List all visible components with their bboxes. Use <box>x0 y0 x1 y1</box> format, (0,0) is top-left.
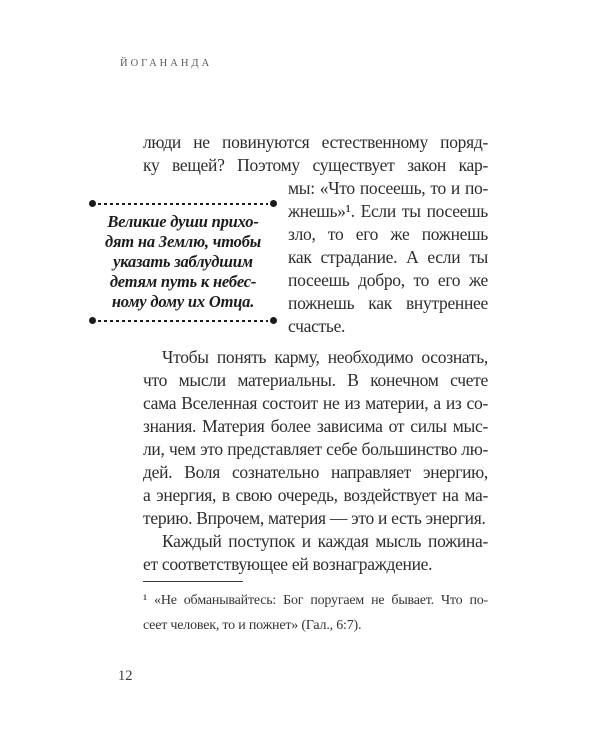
rule-dot-icon <box>89 200 96 207</box>
rule-dot-icon <box>270 317 277 324</box>
footnote-rule <box>143 581 243 582</box>
dashed-rule <box>98 320 268 322</box>
footnote <box>143 581 488 638</box>
rule-dot-icon <box>270 200 277 207</box>
rule-dot-icon <box>89 317 96 324</box>
pullquote-bottom-rule <box>89 317 277 324</box>
paragraph-2: Чтобы понять карму, необходимо осознать, что мысли материальны. В конечном счете сама Вселенная состоит не из материи, а из со- знания. Материя более зависима от силы мыс- ли, чем это представляет себе большинство лю- дей. Воля сознательно направляет энергию, а энергия, в свою очередь, воздействует на ма- терию. Впрочем, материя — это и есть энергия. <box>143 347 488 528</box>
paragraph-1-intro: люди не повинуются естественному поряд- ку вещей? Поэтому существует закон кар- <box>143 132 488 175</box>
pullquote-text: Великие души прихо- дят на Землю, чтобы указать заблудшим детям путь к небес- ному дому их Отца. <box>105 212 261 311</box>
paragraph-3: Каждый поступок и каждая мысль пожина- ет соответствующее ей вознаграждение. <box>143 531 488 574</box>
paragraph-1-continuation: мы: «Что посеешь, то и по- жнешь»¹. Если ты посеешь зло, то его же пожнешь как страдание. А если ты посеешь добро, то его же пожнешь как внутреннее счастье. <box>288 178 488 336</box>
text-column <box>105 131 488 576</box>
dashed-rule <box>98 203 268 205</box>
pullquote-top-rule <box>89 200 277 207</box>
pullquote <box>89 200 277 324</box>
running-title: ЙОГАНАНДА <box>120 58 213 69</box>
page-number: 12 <box>118 668 133 684</box>
footnote-text: ¹ «Не обманывайтесь: Бог поругаем не бывает. Что по- сеет человек, то и пожнет» (Гал., 6:7). <box>143 593 488 633</box>
